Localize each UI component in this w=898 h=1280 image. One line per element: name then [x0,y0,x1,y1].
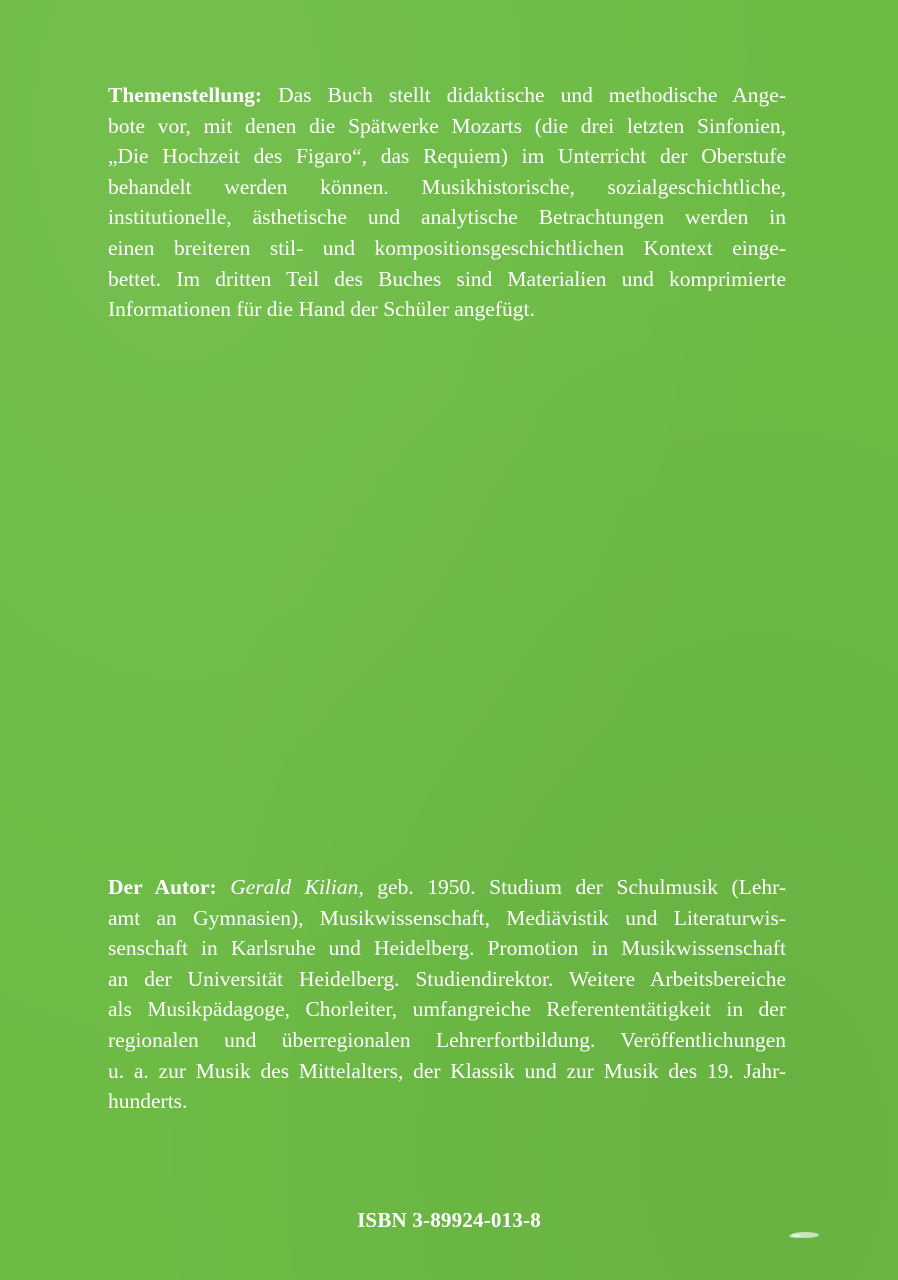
theme-paragraph [108,80,786,325]
theme-line-8: Informationen für die Hand der Schüler angefügt. [108,297,535,322]
theme-line-2: bote vor, mit denen die Spätwerke Mozarts (die drei letzten Sinfonien, [108,113,786,138]
author-line-4: an der Universität Heidelberg. Studiendirektor. Weitere Arbeitsbereiche [108,966,786,991]
theme-line-5: institutionelle, ästhetische und analytische Betrachtungen werden in [108,205,786,230]
theme-line-4: behandelt werden können. Musikhistorische, sozialgeschichtliche, [108,174,786,199]
author-line-5: als Musikpädagoge, Chorleiter, umfangreiche Referententätigkeit in der [108,997,786,1022]
author-line-2: amt an Gymnasien), Musikwissenschaft, Mediävistik und Literaturwis- [108,905,786,930]
author-line-7: u. a. zur Musik des Mittelalters, der Klassik und zur Musik des 19. Jahr- [108,1058,786,1083]
theme-line-7: bettet. Im dritten Teil des Buches sind Materialien und komprimierte [108,266,786,291]
author-label: Der Autor: [108,875,217,899]
author-line-1: Der Autor: Gerald Kilian, geb. 1950. Studium der Schulmusik (Lehr- [108,875,787,899]
author-text [108,872,786,1117]
author-paragraph [108,872,786,1117]
isbn-number: ISBN 3-89924-013-8 [357,1208,541,1232]
theme-line-3: „Die Hochzeit des Figaro“, das Requiem) im Unterricht der Oberstufe [108,144,786,169]
theme-line-6: einen breiteren stil- und kompositionsgeschichtlichen Kontext einge- [108,235,786,260]
theme-label: Themenstellung: [108,83,263,107]
theme-line-1: Themenstellung: Das Buch stellt didaktische und methodische Ange- [108,83,786,107]
author-name: Gerald Kilian, [230,875,364,899]
author-line-6: regionalen und überregionalen Lehrerfortbildung. Veröffentlichungen [108,1027,786,1052]
theme-text [108,80,786,325]
author-line-8: hunderts. [108,1089,188,1114]
author-line-3: senschaft in Karlsruhe und Heidelberg. Promotion in Musikwissenschaft [108,936,786,961]
scan-smudge [786,1230,820,1240]
